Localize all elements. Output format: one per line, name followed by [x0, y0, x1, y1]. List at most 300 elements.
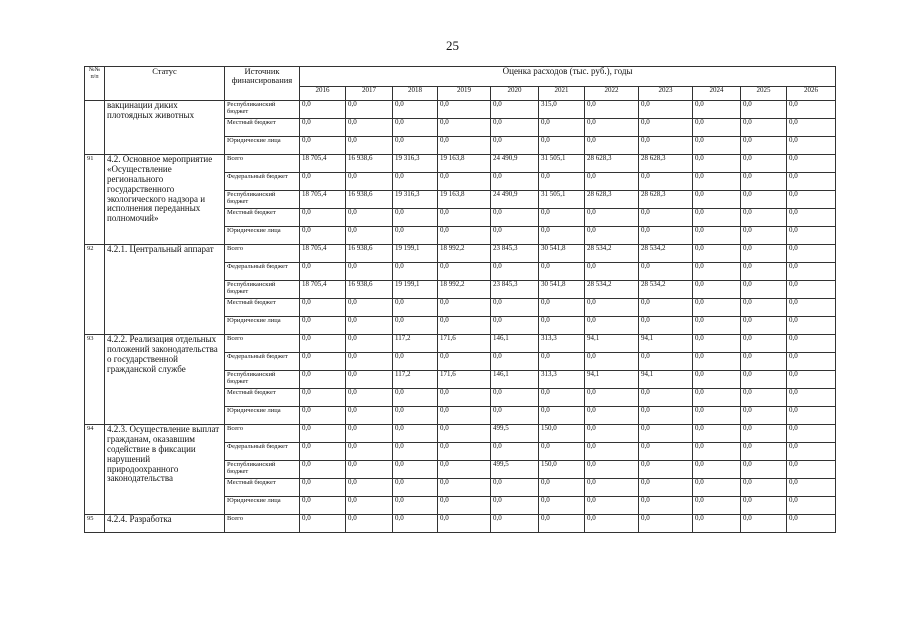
value-cell: 0,0 [787, 497, 836, 515]
value-cell: 0,0 [741, 281, 787, 299]
value-cell: 0,0 [585, 227, 639, 245]
value-cell: 0,0 [300, 515, 346, 533]
header-year: 2019 [438, 87, 491, 101]
value-cell: 23 845,3 [491, 245, 539, 263]
value-cell: 0,0 [787, 479, 836, 497]
value-cell: 0,0 [693, 227, 741, 245]
value-cell: 0,0 [539, 227, 585, 245]
row-number: 92 [85, 245, 105, 335]
value-cell: 0,0 [300, 173, 346, 191]
value-cell: 0,0 [585, 425, 639, 443]
value-cell: 0,0 [438, 119, 491, 137]
value-cell: 0,0 [393, 407, 438, 425]
value-cell: 28 628,3 [639, 155, 693, 173]
funding-source-cell: Всего [225, 245, 300, 263]
value-cell: 0,0 [438, 353, 491, 371]
value-cell: 28 534,2 [639, 281, 693, 299]
value-cell: 0,0 [346, 515, 393, 533]
value-cell: 0,0 [787, 299, 836, 317]
value-cell: 0,0 [539, 299, 585, 317]
value-cell: 0,0 [300, 137, 346, 155]
value-cell: 0,0 [346, 317, 393, 335]
value-cell: 0,0 [639, 227, 693, 245]
value-cell: 0,0 [300, 389, 346, 407]
value-cell: 0,0 [585, 101, 639, 119]
value-cell: 0,0 [491, 263, 539, 281]
row-number [85, 101, 105, 155]
value-cell: 0,0 [787, 353, 836, 371]
value-cell: 0,0 [639, 119, 693, 137]
value-cell: 0,0 [693, 461, 741, 479]
funding-source-cell: Всего [225, 515, 300, 533]
value-cell: 0,0 [346, 227, 393, 245]
value-cell: 0,0 [346, 119, 393, 137]
value-cell: 28 628,3 [585, 155, 639, 173]
value-cell: 0,0 [539, 137, 585, 155]
header-year: 2026 [787, 87, 836, 101]
value-cell: 0,0 [393, 353, 438, 371]
value-cell: 0,0 [787, 137, 836, 155]
value-cell: 0,0 [438, 137, 491, 155]
value-cell: 171,6 [438, 371, 491, 389]
value-cell: 0,0 [741, 299, 787, 317]
funding-source-cell: Республиканский бюджет [225, 191, 300, 209]
value-cell: 0,0 [639, 425, 693, 443]
value-cell: 0,0 [639, 443, 693, 461]
value-cell: 0,0 [491, 173, 539, 191]
value-cell: 499,5 [491, 461, 539, 479]
value-cell: 0,0 [787, 245, 836, 263]
value-cell: 0,0 [491, 101, 539, 119]
value-cell: 0,0 [393, 209, 438, 227]
value-cell: 0,0 [539, 497, 585, 515]
value-cell: 0,0 [393, 101, 438, 119]
value-cell: 0,0 [300, 371, 346, 389]
value-cell: 0,0 [491, 137, 539, 155]
header-source: Источник финансирования [225, 67, 300, 101]
value-cell: 0,0 [741, 407, 787, 425]
value-cell: 0,0 [741, 515, 787, 533]
value-cell: 0,0 [300, 317, 346, 335]
value-cell: 0,0 [639, 299, 693, 317]
value-cell: 0,0 [787, 407, 836, 425]
value-cell: 146,1 [491, 335, 539, 353]
value-cell: 0,0 [787, 389, 836, 407]
value-cell: 0,0 [393, 515, 438, 533]
value-cell: 0,0 [300, 479, 346, 497]
value-cell: 0,0 [693, 317, 741, 335]
value-cell: 0,0 [539, 119, 585, 137]
funding-source-cell: Республиканский бюджет [225, 371, 300, 389]
value-cell: 0,0 [585, 209, 639, 227]
value-cell: 0,0 [585, 263, 639, 281]
value-cell: 31 505,1 [539, 155, 585, 173]
value-cell: 0,0 [438, 407, 491, 425]
value-cell: 28 534,2 [639, 245, 693, 263]
value-cell: 0,0 [438, 389, 491, 407]
header-year: 2023 [639, 87, 693, 101]
value-cell: 0,0 [741, 173, 787, 191]
value-cell: 0,0 [787, 155, 836, 173]
value-cell: 0,0 [438, 299, 491, 317]
value-cell: 0,0 [787, 461, 836, 479]
value-cell: 0,0 [787, 371, 836, 389]
funding-source-cell: Юридические лица [225, 137, 300, 155]
value-cell: 0,0 [639, 479, 693, 497]
status-cell: 4.2.3. Осуществление выплат гражданам, оказавшим содействие в фиксации нарушений природоохранного законодательства [105, 425, 225, 515]
value-cell: 0,0 [585, 317, 639, 335]
value-cell: 0,0 [693, 119, 741, 137]
row-number: 91 [85, 155, 105, 245]
table-row [85, 101, 836, 119]
value-cell: 0,0 [741, 155, 787, 173]
value-cell: 0,0 [693, 191, 741, 209]
table-row [85, 515, 836, 533]
value-cell: 0,0 [491, 497, 539, 515]
value-cell: 0,0 [438, 461, 491, 479]
value-cell: 0,0 [741, 425, 787, 443]
value-cell: 0,0 [693, 245, 741, 263]
value-cell: 0,0 [300, 335, 346, 353]
value-cell: 0,0 [539, 443, 585, 461]
value-cell: 313,3 [539, 371, 585, 389]
row-number: 95 [85, 515, 105, 533]
funding-source-cell: Федеральный бюджет [225, 173, 300, 191]
value-cell: 0,0 [491, 479, 539, 497]
value-cell: 0,0 [741, 119, 787, 137]
value-cell: 0,0 [787, 425, 836, 443]
value-cell: 24 490,9 [491, 155, 539, 173]
header-year: 2016 [300, 87, 346, 101]
value-cell: 0,0 [741, 461, 787, 479]
value-cell: 0,0 [539, 479, 585, 497]
value-cell: 0,0 [693, 407, 741, 425]
value-cell: 0,0 [300, 263, 346, 281]
value-cell: 0,0 [693, 335, 741, 353]
value-cell: 0,0 [393, 425, 438, 443]
value-cell: 94,1 [585, 371, 639, 389]
value-cell: 0,0 [393, 317, 438, 335]
value-cell: 0,0 [346, 443, 393, 461]
value-cell: 0,0 [787, 515, 836, 533]
value-cell: 0,0 [438, 443, 491, 461]
value-cell: 94,1 [639, 335, 693, 353]
value-cell: 0,0 [787, 443, 836, 461]
value-cell: 28 628,3 [639, 191, 693, 209]
header-year: 2022 [585, 87, 639, 101]
value-cell: 28 628,3 [585, 191, 639, 209]
value-cell: 0,0 [585, 299, 639, 317]
value-cell: 0,0 [741, 371, 787, 389]
value-cell: 0,0 [438, 227, 491, 245]
value-cell: 0,0 [693, 155, 741, 173]
status-cell: 4.2.4. Разработка [105, 515, 225, 533]
value-cell: 0,0 [346, 101, 393, 119]
funding-source-cell: Юридические лица [225, 317, 300, 335]
value-cell: 0,0 [741, 137, 787, 155]
funding-source-cell: Юридические лица [225, 407, 300, 425]
funding-source-cell: Юридические лица [225, 497, 300, 515]
table-row [85, 155, 836, 173]
value-cell: 0,0 [787, 119, 836, 137]
value-cell: 23 845,3 [491, 281, 539, 299]
header-year: 2017 [346, 87, 393, 101]
value-cell: 0,0 [393, 227, 438, 245]
value-cell: 18 705,4 [300, 191, 346, 209]
value-cell: 0,0 [741, 227, 787, 245]
value-cell: 0,0 [300, 443, 346, 461]
value-cell: 0,0 [438, 515, 491, 533]
value-cell: 0,0 [393, 497, 438, 515]
status-cell: 4.2.2. Реализация отдельных положений законодательства о государственной гражданской службе [105, 335, 225, 425]
value-cell: 0,0 [491, 407, 539, 425]
value-cell: 0,0 [300, 209, 346, 227]
value-cell: 0,0 [438, 317, 491, 335]
value-cell: 0,0 [300, 101, 346, 119]
value-cell: 18 705,4 [300, 155, 346, 173]
value-cell: 0,0 [741, 353, 787, 371]
value-cell: 0,0 [787, 263, 836, 281]
value-cell: 0,0 [693, 263, 741, 281]
value-cell: 0,0 [693, 479, 741, 497]
value-cell: 0,0 [300, 119, 346, 137]
value-cell: 0,0 [300, 299, 346, 317]
value-cell: 18 705,4 [300, 245, 346, 263]
value-cell: 0,0 [539, 317, 585, 335]
value-cell: 0,0 [438, 101, 491, 119]
value-cell: 18 705,4 [300, 281, 346, 299]
funding-source-cell: Местный бюджет [225, 479, 300, 497]
value-cell: 0,0 [438, 425, 491, 443]
value-cell: 0,0 [491, 227, 539, 245]
value-cell: 0,0 [393, 137, 438, 155]
value-cell: 19 316,3 [393, 191, 438, 209]
value-cell: 0,0 [539, 515, 585, 533]
value-cell: 0,0 [741, 245, 787, 263]
funding-source-cell: Юридические лица [225, 227, 300, 245]
value-cell: 0,0 [300, 497, 346, 515]
value-cell: 0,0 [639, 461, 693, 479]
value-cell: 0,0 [300, 407, 346, 425]
value-cell: 0,0 [539, 389, 585, 407]
value-cell: 0,0 [693, 515, 741, 533]
value-cell: 19 316,3 [393, 155, 438, 173]
value-cell: 0,0 [787, 191, 836, 209]
header-year: 2020 [491, 87, 539, 101]
value-cell: 315,0 [539, 101, 585, 119]
value-cell: 0,0 [585, 443, 639, 461]
header-year: 2021 [539, 87, 585, 101]
value-cell: 171,6 [438, 335, 491, 353]
value-cell: 0,0 [438, 263, 491, 281]
value-cell: 0,0 [639, 209, 693, 227]
funding-source-cell: Федеральный бюджет [225, 353, 300, 371]
value-cell: 19 163,8 [438, 191, 491, 209]
value-cell: 0,0 [393, 119, 438, 137]
value-cell: 0,0 [393, 263, 438, 281]
funding-source-cell: Всего [225, 425, 300, 443]
value-cell: 0,0 [693, 299, 741, 317]
value-cell: 0,0 [741, 335, 787, 353]
value-cell: 0,0 [539, 209, 585, 227]
value-cell: 0,0 [346, 209, 393, 227]
value-cell: 31 505,1 [539, 191, 585, 209]
value-cell: 0,0 [393, 299, 438, 317]
status-cell: вакцинации диких плотоядных животных [105, 101, 225, 155]
value-cell: 0,0 [491, 515, 539, 533]
table-row [85, 245, 836, 263]
funding-source-cell: Местный бюджет [225, 299, 300, 317]
value-cell: 0,0 [393, 443, 438, 461]
value-cell: 0,0 [639, 101, 693, 119]
table-body [85, 101, 836, 533]
value-cell: 18 992,2 [438, 281, 491, 299]
funding-source-cell: Местный бюджет [225, 119, 300, 137]
value-cell: 0,0 [438, 209, 491, 227]
funding-source-cell: Республиканский бюджет [225, 101, 300, 119]
value-cell: 0,0 [741, 317, 787, 335]
budget-table [84, 66, 836, 533]
value-cell: 0,0 [741, 209, 787, 227]
value-cell: 0,0 [639, 389, 693, 407]
value-cell: 0,0 [393, 479, 438, 497]
value-cell: 0,0 [300, 425, 346, 443]
value-cell: 28 534,2 [585, 245, 639, 263]
value-cell: 0,0 [346, 389, 393, 407]
value-cell: 0,0 [787, 281, 836, 299]
value-cell: 0,0 [639, 317, 693, 335]
funding-source-cell: Всего [225, 335, 300, 353]
value-cell: 0,0 [393, 461, 438, 479]
value-cell: 0,0 [346, 497, 393, 515]
value-cell: 0,0 [585, 173, 639, 191]
value-cell: 0,0 [585, 461, 639, 479]
value-cell: 0,0 [787, 173, 836, 191]
value-cell: 0,0 [693, 443, 741, 461]
status-cell: 4.2. Основное мероприятие «Осуществление регионального государственного экологического надзора и исполнения переданных полномочий» [105, 155, 225, 245]
value-cell: 30 541,8 [539, 245, 585, 263]
value-cell: 94,1 [639, 371, 693, 389]
value-cell: 0,0 [741, 443, 787, 461]
value-cell: 0,0 [639, 137, 693, 155]
value-cell: 0,0 [741, 101, 787, 119]
table-header [85, 67, 836, 101]
value-cell: 150,0 [539, 425, 585, 443]
value-cell: 0,0 [438, 497, 491, 515]
value-cell: 16 938,6 [346, 281, 393, 299]
value-cell: 19 199,1 [393, 281, 438, 299]
value-cell: 0,0 [693, 353, 741, 371]
header-status: Статус [105, 67, 225, 101]
value-cell: 94,1 [585, 335, 639, 353]
funding-source-cell: Местный бюджет [225, 389, 300, 407]
value-cell: 0,0 [585, 407, 639, 425]
value-cell: 16 938,6 [346, 245, 393, 263]
funding-source-cell: Федеральный бюджет [225, 443, 300, 461]
value-cell: 0,0 [346, 353, 393, 371]
value-cell: 0,0 [741, 389, 787, 407]
value-cell: 0,0 [346, 407, 393, 425]
value-cell: 0,0 [741, 263, 787, 281]
value-cell: 0,0 [585, 497, 639, 515]
value-cell: 0,0 [787, 317, 836, 335]
value-cell: 0,0 [346, 461, 393, 479]
header-num: №№ п/п [85, 67, 105, 101]
value-cell: 0,0 [639, 515, 693, 533]
value-cell: 0,0 [491, 119, 539, 137]
value-cell: 0,0 [539, 407, 585, 425]
value-cell: 150,0 [539, 461, 585, 479]
value-cell: 0,0 [491, 299, 539, 317]
value-cell: 0,0 [585, 389, 639, 407]
value-cell: 0,0 [693, 497, 741, 515]
value-cell: 0,0 [639, 497, 693, 515]
value-cell: 0,0 [491, 389, 539, 407]
table-row [85, 425, 836, 443]
value-cell: 0,0 [346, 335, 393, 353]
value-cell: 0,0 [539, 173, 585, 191]
value-cell: 0,0 [491, 353, 539, 371]
value-cell: 0,0 [585, 353, 639, 371]
value-cell: 0,0 [346, 137, 393, 155]
value-cell: 0,0 [438, 479, 491, 497]
header-year: 2018 [393, 87, 438, 101]
value-cell: 0,0 [741, 497, 787, 515]
value-cell: 0,0 [300, 353, 346, 371]
value-cell: 0,0 [491, 317, 539, 335]
value-cell: 313,3 [539, 335, 585, 353]
funding-source-cell: Всего [225, 155, 300, 173]
value-cell: 0,0 [585, 137, 639, 155]
funding-source-cell: Федеральный бюджет [225, 263, 300, 281]
value-cell: 0,0 [693, 101, 741, 119]
row-number: 94 [85, 425, 105, 515]
value-cell: 0,0 [346, 263, 393, 281]
value-cell: 499,5 [491, 425, 539, 443]
row-number: 93 [85, 335, 105, 425]
value-cell: 0,0 [693, 389, 741, 407]
value-cell: 0,0 [693, 371, 741, 389]
value-cell: 0,0 [346, 371, 393, 389]
value-cell: 0,0 [585, 479, 639, 497]
value-cell: 0,0 [787, 335, 836, 353]
page-number: 25 [446, 38, 459, 53]
value-cell: 0,0 [787, 227, 836, 245]
value-cell: 0,0 [693, 137, 741, 155]
value-cell: 30 541,8 [539, 281, 585, 299]
value-cell: 0,0 [639, 353, 693, 371]
value-cell: 19 199,1 [393, 245, 438, 263]
value-cell: 0,0 [393, 173, 438, 191]
value-cell: 0,0 [693, 173, 741, 191]
value-cell: 0,0 [539, 353, 585, 371]
value-cell: 0,0 [693, 281, 741, 299]
header-year: 2024 [693, 87, 741, 101]
value-cell: 0,0 [639, 173, 693, 191]
value-cell: 0,0 [438, 173, 491, 191]
value-cell: 0,0 [693, 425, 741, 443]
value-cell: 0,0 [393, 389, 438, 407]
value-cell: 0,0 [300, 227, 346, 245]
value-cell: 0,0 [585, 119, 639, 137]
value-cell: 0,0 [346, 425, 393, 443]
value-cell: 0,0 [741, 479, 787, 497]
value-cell: 0,0 [787, 209, 836, 227]
table-row [85, 335, 836, 353]
value-cell: 0,0 [491, 209, 539, 227]
value-cell: 0,0 [585, 515, 639, 533]
value-cell: 117,2 [393, 335, 438, 353]
